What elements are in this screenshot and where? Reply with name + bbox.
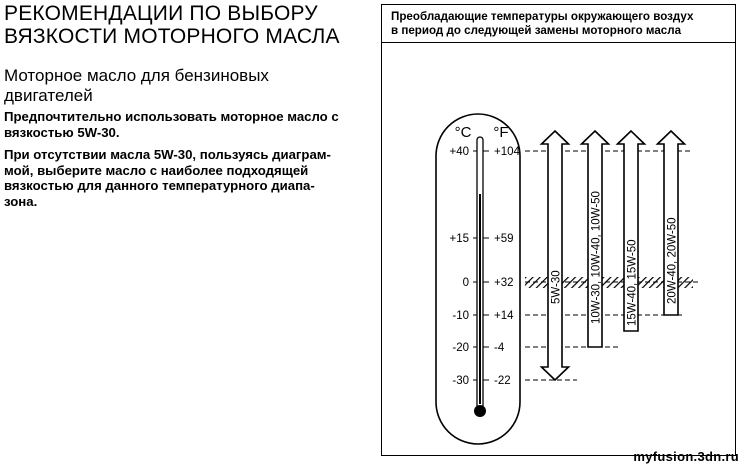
- celsius-tick-label: 0: [462, 277, 469, 289]
- left-text-column: [4, 2, 364, 216]
- viscosity-grade-label: 20W-40, 20W-50: [666, 217, 679, 304]
- viscosity-arrow: [542, 131, 569, 380]
- celsius-tick-label: +15: [449, 233, 469, 245]
- viscosity-grade-label: 15W-40, 15W-50: [626, 239, 639, 326]
- viscosity-diagram: [381, 4, 736, 456]
- viscosity-grade-label: 5W-30: [550, 270, 563, 304]
- celsius-tick-label: -10: [452, 310, 469, 322]
- celsius-unit-label: °C: [454, 124, 472, 141]
- para2-line-1: При отсутствии масла 5W-30, пользуясь диаграм-: [4, 147, 331, 162]
- subtitle-line-2: двигателей: [4, 86, 93, 105]
- watermark: myfusion.3dn.ru: [633, 449, 739, 464]
- fahrenheit-tick-label: -22: [494, 375, 511, 387]
- recommendation-paragraph: [4, 109, 364, 140]
- para1-line-2: вязкостью 5W-30.: [4, 124, 120, 140]
- para2-line-4: зона.: [4, 193, 38, 209]
- viscosity-grade-label: 10W-30, 10W-40, 10W-50: [590, 191, 603, 324]
- instruction-paragraph: [4, 147, 364, 209]
- header-line-1: Преобладающие температуры окружающего воздух: [391, 10, 694, 23]
- fahrenheit-tick-label: -4: [494, 342, 505, 354]
- fahrenheit-tick-label: +32: [494, 277, 514, 289]
- page-title: [4, 2, 364, 48]
- celsius-tick-label: -30: [452, 375, 469, 387]
- subtitle-line-1: Моторное масло для бензиновых: [4, 66, 269, 85]
- para2-line-3: вязкостью для данного температурного диапа-: [4, 178, 315, 193]
- thermometer-mercury: [479, 194, 481, 404]
- header-line-2: в период до следующей замены моторного масла: [391, 24, 682, 37]
- fahrenheit-tick-label: +104: [494, 146, 520, 158]
- fahrenheit-unit-label: °F: [493, 124, 509, 141]
- fahrenheit-tick-label: +14: [494, 310, 514, 322]
- thermometer-bulb: [474, 405, 486, 417]
- title-line-2: ВЯЗКОСТИ МОТОРНОГО МАСЛА: [4, 25, 340, 48]
- para1-line-1: Предпочтительно использовать моторное масло с: [4, 109, 339, 124]
- celsius-tick-label: +40: [449, 146, 469, 158]
- section-subtitle: [4, 66, 364, 106]
- para2-line-2: мой, выберите масло с наиболее подходящей: [4, 162, 309, 178]
- fahrenheit-tick-label: +59: [494, 233, 514, 245]
- title-line-1: РЕКОМЕНДАЦИИ ПО ВЫБОРУ: [4, 2, 318, 25]
- celsius-tick-label: -20: [452, 342, 469, 354]
